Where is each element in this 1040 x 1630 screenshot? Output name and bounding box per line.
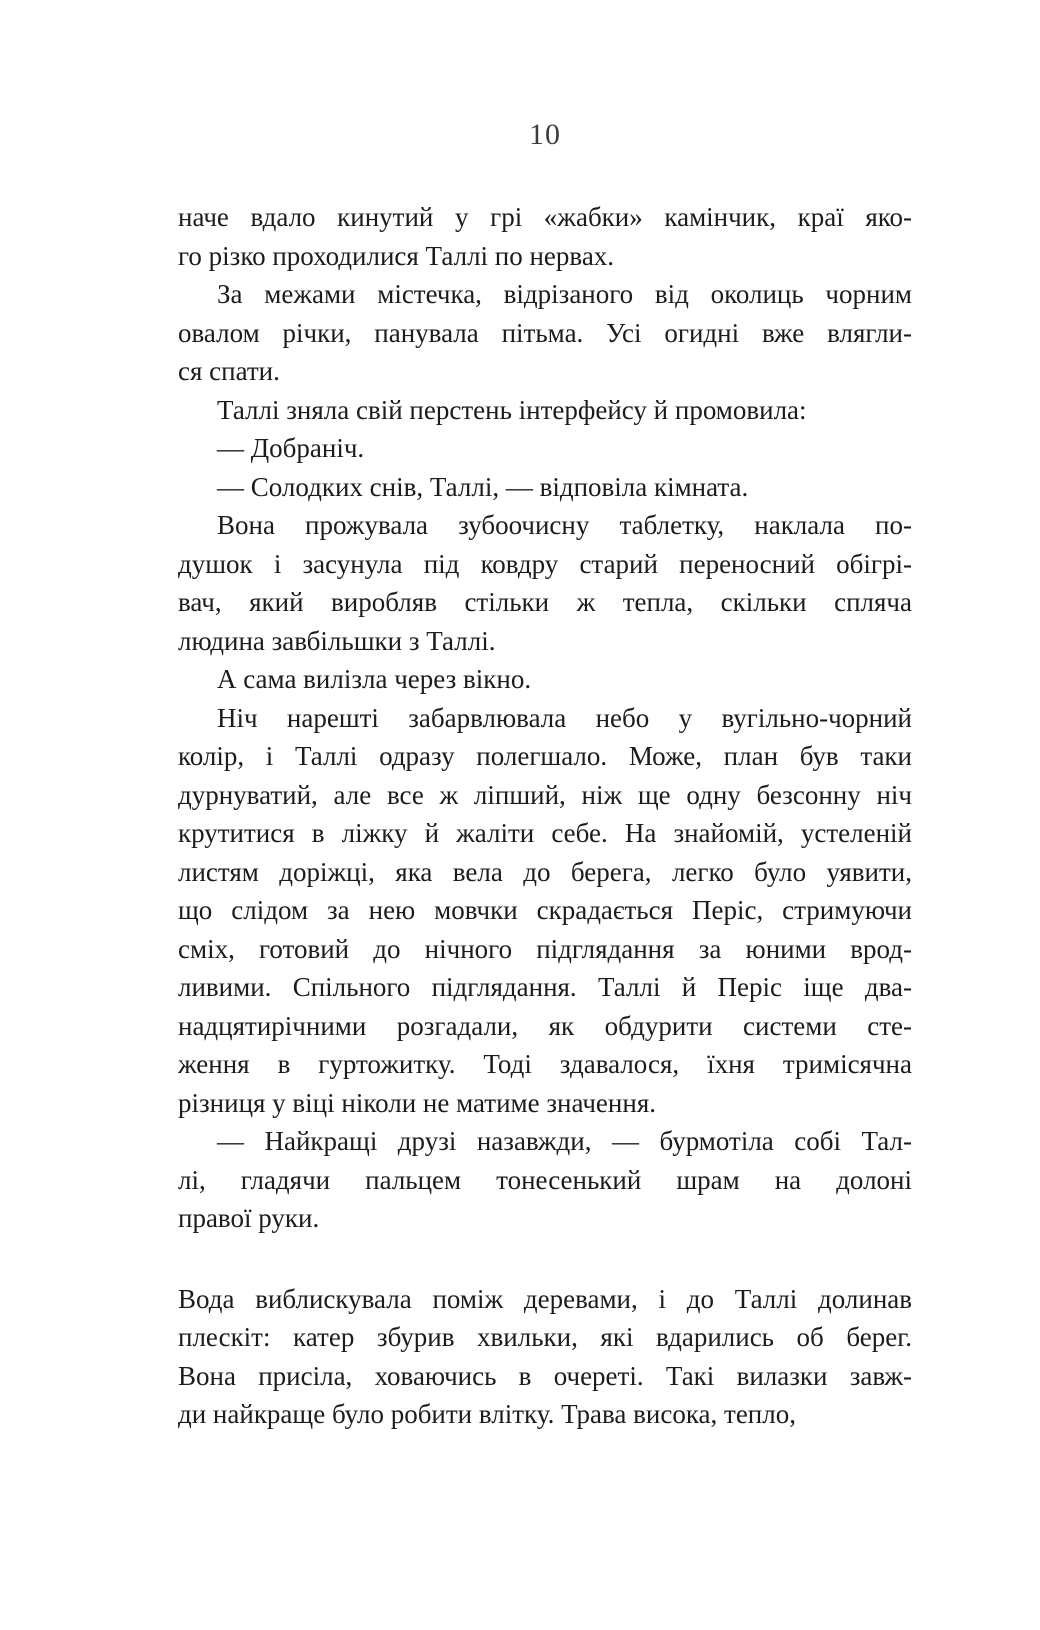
text-line: наче вдало кинутий у грі «жабки» камінчик, краї яко- xyxy=(178,202,912,232)
page-number: 10 xyxy=(529,118,561,151)
text-line: надцятирічними розгадали, як обдурити системи сте- xyxy=(178,1010,912,1041)
text-line: дурнуватий, але все ж ліпший, ніж ще одну безсонну ніч xyxy=(178,779,912,810)
text-line: За межами містечка, відрізаного від околиць чорним xyxy=(217,279,912,309)
text-line: ливими. Спільного підглядання. Таллі й Періс іще два- xyxy=(178,972,912,1002)
text-line: людина завбільшки з Таллі. xyxy=(178,625,496,656)
paragraph xyxy=(178,391,912,430)
text-line: листям доріжці, яка вела до берега, легко було уявити, xyxy=(178,856,912,887)
text-line: сміх, готовий до нічного підглядання за юними врод- xyxy=(178,933,912,964)
text-line: овалом річки, панувала пітьма. Усі огидні вже влягли- xyxy=(178,317,912,348)
text-line: Таллі зняла свій перстень інтерфейсу й промовила: xyxy=(217,394,807,425)
text-line: ження в гуртожитку. Тоді здавалося, їхня тримісячна xyxy=(178,1049,912,1079)
text-line: — Солодких снів, Таллі, — відповіла кімната. xyxy=(217,471,749,502)
text-line: плескіт: катер збурив хвильки, які вдарились об берег. xyxy=(178,1322,912,1352)
text-line: Вода виблискувала поміж деревами, і до Таллі долинав xyxy=(178,1283,912,1314)
paragraph xyxy=(178,699,912,1123)
paragraph xyxy=(178,506,912,660)
text-line: го різко проходилися Таллі по нервах. xyxy=(178,240,615,271)
paragraph xyxy=(178,198,912,275)
paragraph xyxy=(178,275,912,391)
paragraph xyxy=(178,660,912,699)
text-line: Вона присіла, ховаючись в очереті. Такі вилазки завж- xyxy=(178,1360,912,1391)
text-line: — Добраніч. xyxy=(217,433,365,463)
text-line: вач, який виробляв стільки ж тепла, скільки спляча xyxy=(178,587,912,617)
text-line: ся спати. xyxy=(178,356,280,386)
text-line: правої руки. xyxy=(178,1203,320,1233)
paragraph xyxy=(178,1122,912,1238)
text-line: Вона прожувала зубоочисну таблетку, наклала по- xyxy=(217,510,912,540)
text-line: — Найкращі друзі назавжди, — бурмотіла собі Тал- xyxy=(217,1126,912,1156)
text-line: А сама вилізла через вікно. xyxy=(217,664,532,694)
text-line: колір, і Таллі одразу полегшало. Може, план був таки xyxy=(178,741,912,771)
text-line: різниця у віці ніколи не матиме значення. xyxy=(178,1087,656,1118)
text-line: лі, гладячи пальцем тонесенький шрам на долоні xyxy=(178,1164,912,1195)
text-line: душок і засунула під ковдру старий переносний обігрі- xyxy=(178,548,912,579)
text-line: що слідом за нею мовчки скрадається Періс, стримуючи xyxy=(178,895,912,925)
paragraph xyxy=(178,468,912,507)
text-line: крутитися в ліжку й жаліти себе. На знайомій, устеленій xyxy=(178,818,912,848)
text-line: Ніч нарешті забарвлювала небо у вугільно-чорний xyxy=(217,702,912,733)
paragraph xyxy=(178,1280,912,1434)
paragraph xyxy=(178,429,912,468)
text-block xyxy=(178,198,912,1434)
text-line: ди найкраще було робити влітку. Трава висока, тепло, xyxy=(178,1399,796,1429)
